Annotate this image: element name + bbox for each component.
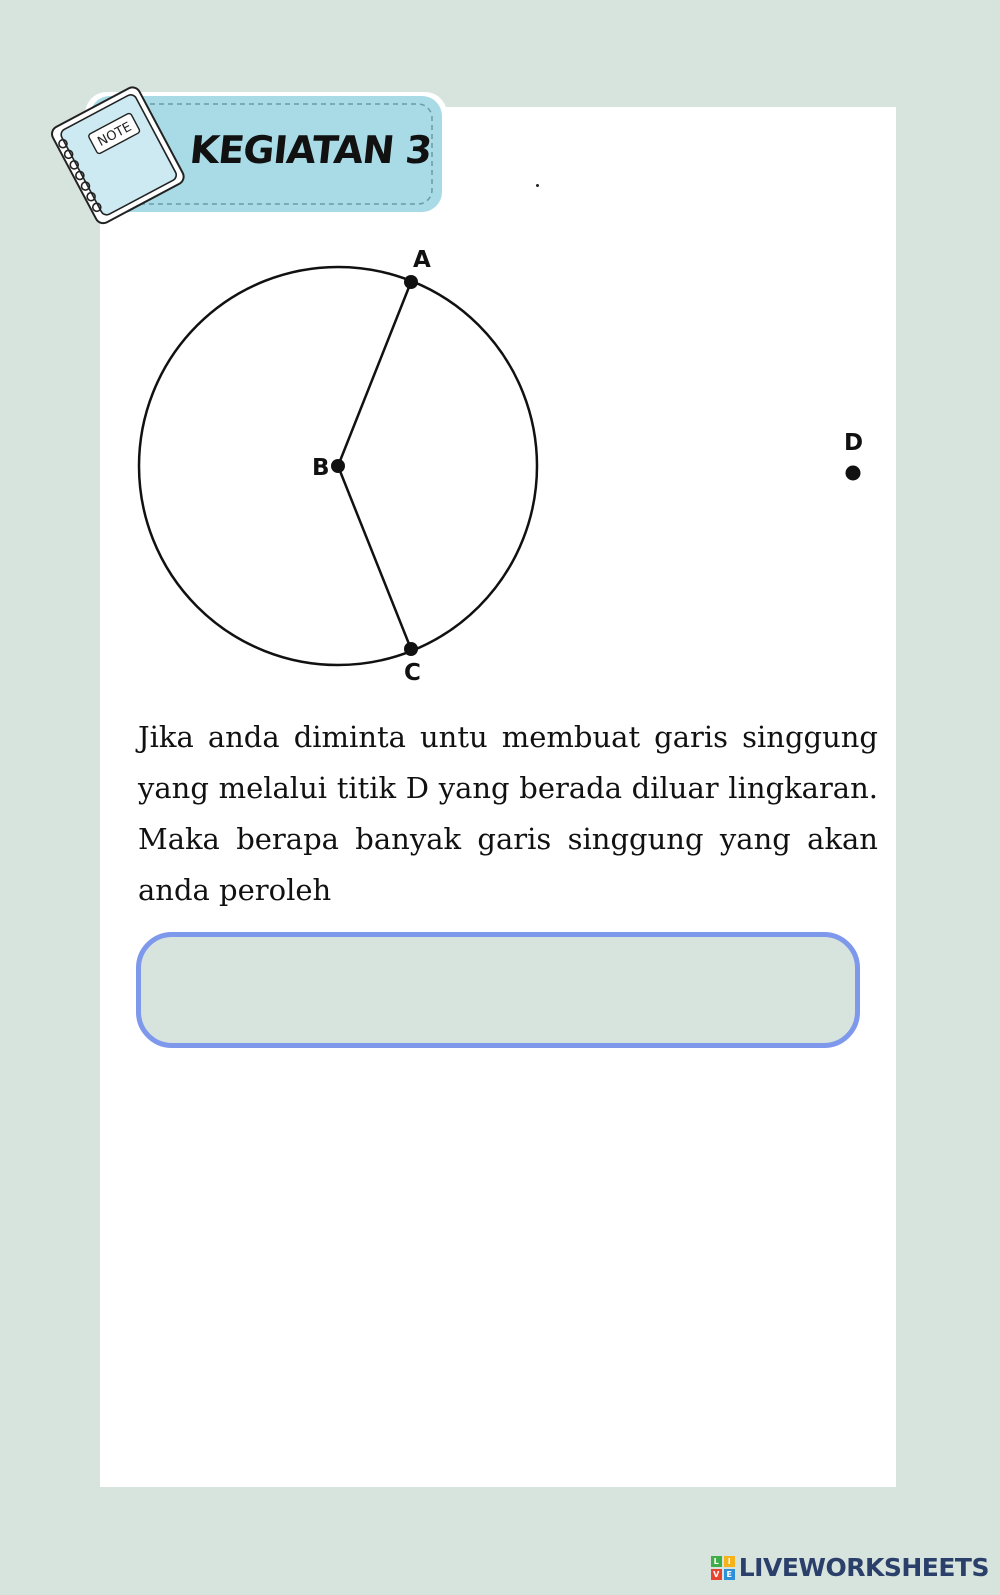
circle-diagram [100,230,896,700]
radius-BA [338,282,411,466]
point-D [846,466,861,481]
label-B: B [312,455,330,481]
brand-name: LIVEWORKSHEETS [738,1553,989,1582]
point-A [404,275,418,289]
point-B [331,459,345,473]
radius-BC [338,466,411,649]
stray-dot [536,184,539,187]
point-C [404,642,418,656]
liveworksheets-logo [711,1553,989,1582]
label-D: D [844,430,864,456]
activity-title: KEGIATAN 3 [187,128,434,172]
question-text: Jika anda diminta untu membuat garis singgung yang melalui titik D yang berada diluar lingkaran. Maka berapa banyak garis singgung yang akan anda peroleh [138,720,878,907]
label-A: A [413,247,431,273]
answer-input[interactable] [136,932,860,1048]
label-C: C [404,660,421,686]
svg-text:NOTE: NOTE [95,119,135,150]
liveworksheets-logo-icon: L I V E [711,1556,735,1580]
